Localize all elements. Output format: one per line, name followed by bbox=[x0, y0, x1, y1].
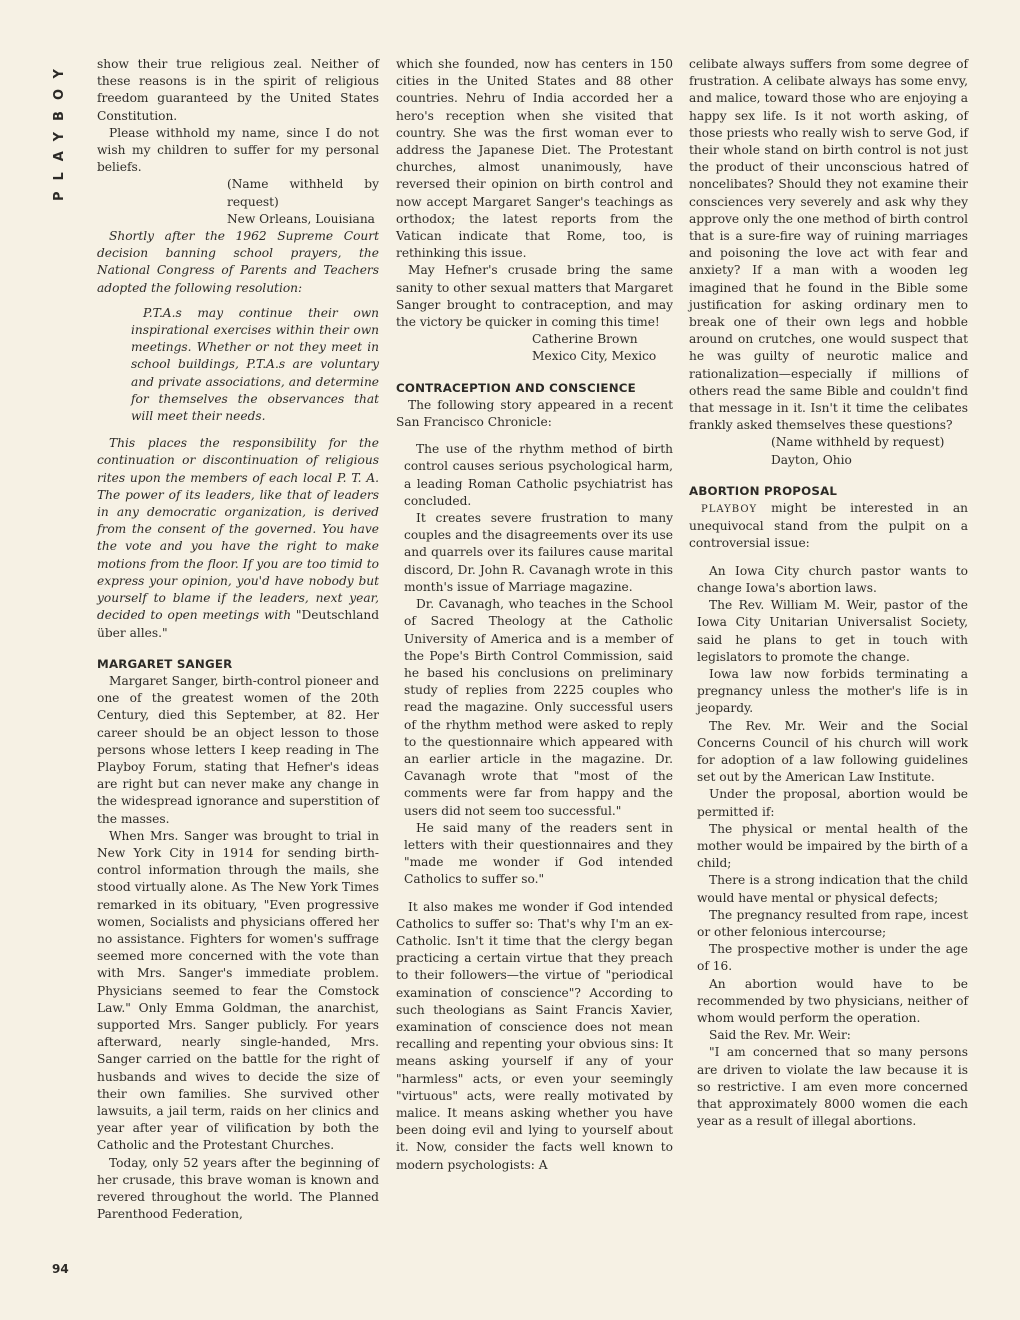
quote-paragraph: The pregnancy resulted from rape, incest or other felonious intercourse; bbox=[697, 907, 968, 939]
section-heading-contraception: CONTRACEPTION AND CONSCIENCE bbox=[396, 380, 636, 395]
resolution-quote bbox=[97, 305, 379, 425]
editorial-intro-text: might be interested in an unequivocal stand from the pulpit on a controversial issue: bbox=[689, 501, 968, 551]
news-quote bbox=[689, 563, 968, 1131]
editorial-intro: Shortly after the 1962 Supreme Court decision banning school prayers, the National Congress of Parents and Teachers adopted the following resolution: bbox=[97, 229, 379, 295]
section-heading-abortion: ABORTION PROPOSAL bbox=[689, 483, 838, 498]
quote-paragraph: An abortion would have to be recommended by two physicians, neither of whom would perform the operation. bbox=[697, 976, 968, 1025]
magazine-sidebar-title: PLAYBOY bbox=[52, 58, 67, 201]
quote-paragraph: Said the Rev. Mr. Weir: bbox=[709, 1028, 851, 1043]
editorial-response-italic: This places the responsibility for the continuation or discontinuation of religious rites upon the members of each local P. T. A. The power of its leaders, like that of leaders in any democratic organization, is derived from the consent of the governed. You have the vote and you have the right to make motions from the floor. If you are too timid to express your opinion, you'd have nobody but yourself to blame if the leaders, next year, decided to open meetings with bbox=[97, 436, 379, 623]
resolution-text: P.T.A.s may continue their own inspirational exercises within their own meetings. Whether or not they meet in school buildings, P.T.A.s are voluntary and private associations, and determine for themselves the observances that will meet their needs. bbox=[131, 305, 379, 424]
editorial-response-end: "Deutschland über alles." bbox=[97, 608, 380, 640]
quote-paragraph: An Iowa City church pastor wants to change Iowa's abortion laws. bbox=[697, 563, 968, 595]
letter-paragraph: When Mrs. Sanger was brought to trial in New York City in 1914 for sending birth-control information through the mails, she stood virtually alone. As The New York Times remarked in its obituary, "Even progressive women, Socialists and physicians offered her no assistance. Fighters for women's suffrage seemed more concerned with the vote than with Mrs. Sanger's immediate problem. Physicians seemed to fear the Comstock Law." Only Emma Goldman, the anarchist, supported Mrs. Sanger publicly. For years afterward, nearly single-handed, Mrs. Sanger carried on the battle for the right of husbands and wives to decide the size of their own families. She survived other lawsuits, a jail term, raids on her clinics and year after year of vilification by both the Catholic and the Protestant Churches. bbox=[97, 828, 379, 1153]
quote-paragraph: The prospective mother is under the age of 16. bbox=[697, 942, 968, 974]
quote-paragraph: He said many of the readers sent in letters with their questionnaires and they "made me wonder if God intended Catholics to suffer so." bbox=[404, 820, 673, 887]
editorial-response bbox=[97, 435, 379, 641]
quote-paragraph: Dr. Cavanagh, who teaches in the School of Sacred Theology at the Catholic University of America and is a member of the Pope's Birth Control Commission, said he based his conclusions on preliminary study of replies from 2225 couples who read the magazine. Only successful users of the rhythm method were asked to reply to the questionnaire which appeared with an earlier article in the magazine. Dr. Cavanagh wrote that "most of the comments were far from happy and the users did not seem too successful." bbox=[404, 597, 673, 818]
quote-paragraph: There is a strong indication that the child would have mental or physical defects; bbox=[697, 873, 968, 905]
editorial-intro: The following story appeared in a recent San Francisco Chronicle: bbox=[396, 397, 673, 430]
quote-paragraph: It creates severe frustration to many couples and the disagreements over its use and quarrels over its failures cause marital discord, Dr. John R. Cavanagh wrote in this month's issue of Marriage magazine. bbox=[404, 511, 673, 594]
letter-paragraph: Margaret Sanger, birth-control pioneer and one of the greatest women of the 20th Century, died this September, at 82. Her career should be an object lesson to those persons whose letters I keep reading in The Playboy Forum, stating that Hefner's ideas are right but can never make any change in the widespread ignorance and superstition of the masses. bbox=[97, 673, 379, 826]
quote-paragraph: The Rev. William M. Weir, pastor of the Iowa City Unitarian Universalist Society, said he plans to get in touch with legislators to promote the change. bbox=[697, 598, 968, 664]
editorial-intro bbox=[689, 500, 968, 553]
news-quote bbox=[396, 441, 673, 888]
signature-name: (Name withheld by request) bbox=[227, 177, 379, 209]
signature-name: (Name withheld by request) bbox=[771, 435, 945, 450]
magazine-name-smallcaps: PLAYBOY bbox=[701, 504, 758, 516]
letter-paragraph: celibate always suffers from some degree of frustration. A celibate always has some envy, and malice, toward those who are enjoying a happy sex life. Is it not worth asking, of those priests who really wish to serve God, if their whole stand on birth control is not just the product of their unconscious hatred of noncelibates? Should they not examine their consciences very severely and ask why they approve only the one method of birth control that is a sure-fire way of ruining marriages and poisoning the love act with fear and anxiety? If a man with a wooden leg imagined that he found in the Bible some justification for asking ordinary men to break one of their own legs and hobble around on crutches, one would suspect that he was guilty of neurotic malice and rationalization—especially if millions of others read the same Bible and couldn't find that message in it. Isn't it time the celibates frankly asked themselves these questions? bbox=[689, 57, 968, 433]
column-2 bbox=[396, 56, 673, 1174]
signature-place: Dayton, Ohio bbox=[771, 452, 852, 467]
column-3 bbox=[689, 56, 968, 1130]
column-1 bbox=[97, 56, 379, 1223]
letter-paragraph: Today, only 52 years after the beginning of her crusade, this brave woman is known and revered throughout the world. The Planned Parenthood Federation, bbox=[97, 1155, 379, 1222]
signature-place: New Orleans, Louisiana bbox=[227, 211, 375, 226]
letter-paragraph: Please withhold my name, since I do not wish my children to suffer for my personal beliefs. bbox=[97, 125, 379, 175]
quote-paragraph: The Rev. Mr. Weir and the Social Concerns Council of his church will work for adoption of a law following guidelines set out by the American Law Institute. bbox=[697, 718, 968, 785]
quote-paragraph: The physical or mental health of the mother would be impaired by the birth of a child; bbox=[697, 821, 968, 871]
signature-name: Catherine Brown bbox=[532, 332, 638, 347]
signature-place: Mexico City, Mexico bbox=[532, 349, 657, 364]
quote-paragraph: "I am concerned that so many persons are driven to violate the law because it is so restrictive. I am even more concerned that approximately 8000 women die each year as a result of illegal abortions. bbox=[697, 1045, 968, 1129]
quote-paragraph: Under the proposal, abortion would be permitted if: bbox=[697, 787, 968, 819]
section-heading-sanger: MARGARET SANGER bbox=[97, 656, 233, 671]
letter-paragraph: May Hefner's crusade bring the same sanity to other sexual matters that Margaret Sanger brought to contraception, and may the victory be quicker in coming this time! bbox=[396, 263, 673, 330]
page-number: 94 bbox=[52, 1262, 69, 1276]
letter-paragraph: which she founded, now has centers in 150 cities in the United States and 88 other countries. Nehru of India accorded her a hero's reception when she visited that country. She was the first woman ever to address the Japanese Diet. The Protestant churches, almost unanimously, have reversed their opinion on birth control and now accept Margaret Sanger's teachings as orthodox; the latest reports from the Vatican indicate that Rome, too, is rethinking this issue. bbox=[396, 57, 673, 261]
quote-paragraph: The use of the rhythm method of birth control causes serious psychological harm, a leading Roman Catholic psychiatrist has concluded. bbox=[404, 442, 673, 508]
letter-paragraph: It also makes me wonder if God intended Catholics to suffer so: That's why I'm an ex-Catholic. Isn't it time that the clergy began practicing a certain virtue that they preach to their followers—the virtue of "periodical examination of conscience"? According to such theologians as Saint Francis Xavier, examination of conscience does not mean recalling and repenting your obvious sins: It means asking yourself if any of your "harmless" acts, or even your seemingly "virtuous" acts, were really motivated by malice. It means asking whether you have been doing evil and lying to yourself about it. Now, consider the facts well known to modern psychologists: A bbox=[396, 899, 673, 1172]
quote-paragraph: Iowa law now forbids terminating a pregnancy unless the mother's life is in jeopardy. bbox=[697, 666, 968, 716]
letter-paragraph: show their true religious zeal. Neither of these reasons is in the spirit of religious freedom guaranteed by the United States Constitution. bbox=[97, 57, 379, 123]
